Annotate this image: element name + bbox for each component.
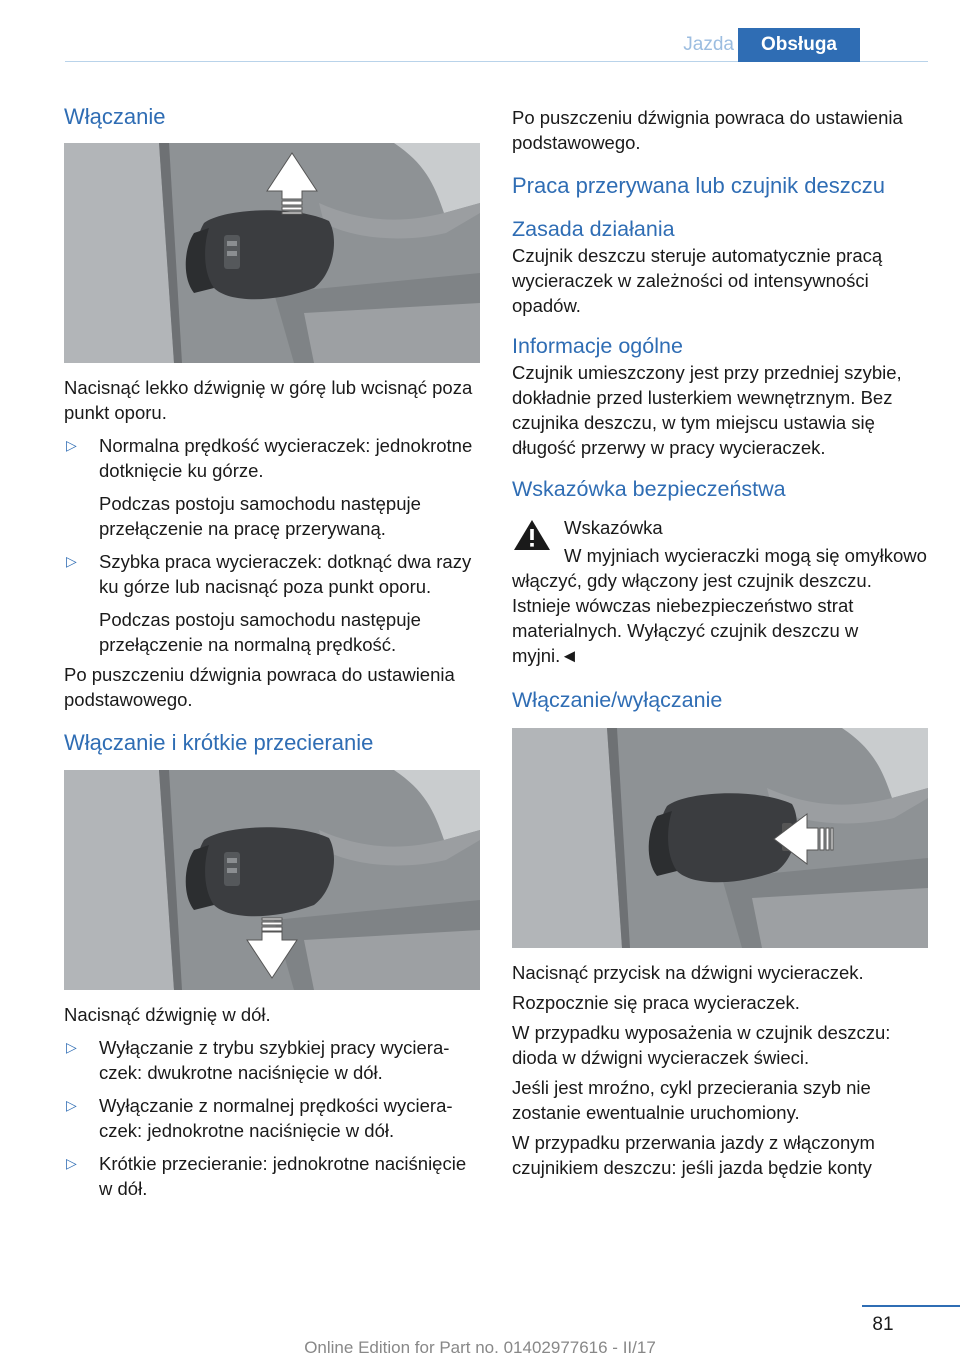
page-number-rule	[862, 1305, 960, 1307]
fig1-caption: Nacisnąć lekko dźwignię w górę lub wcisnąć poza punkt oporu.	[64, 377, 473, 423]
list-item	[64, 1093, 482, 1143]
principle-text: Czujnik deszczu steruje automatycznie pracą wycieraczek w zależności od intensywności opadów.	[512, 245, 883, 316]
list-item	[64, 1151, 482, 1201]
left-column	[64, 100, 482, 1201]
general-info-text: Czujnik umieszczony jest przy przedniej szybie, dokładnie przed lusterkiem wewnętrznym. Bez czujnika deszczu, w tym miejscu ustawia się długość przerwy w pracy wycieraczek.	[512, 362, 902, 458]
heading-safety-note: Wskazówka bezpieczeństwa	[512, 477, 786, 501]
list-item	[64, 1035, 482, 1085]
bullet-text: Krótkie przecieranie: jednokrotne naciśnięcie w dół.	[99, 1153, 467, 1199]
triangle-bullet-icon: ▷	[66, 437, 77, 453]
after-release-text: Po puszczeniu dźwignia powraca do ustawienia podstawowego.	[64, 664, 455, 710]
heading-switch-on: Włączanie	[64, 104, 166, 129]
onoff-text-5: W przypadku przerwania jazdy z włączonym czujnikiem deszczu: jeśli jazda będzie konty	[512, 1132, 875, 1178]
fig2-caption: Nacisnąć dźwignię w dół.	[64, 1004, 271, 1025]
bullet-subtext: Podczas postoju samochodu następuje przełączenie na normalną prędkość.	[99, 609, 421, 655]
triangle-bullet-icon: ▷	[66, 1039, 77, 1055]
onoff-text-4: Jeśli jest mroźno, cykl przecierania szyb nie zostanie ewentualnie uruchomiony.	[512, 1077, 871, 1123]
onoff-text-3: W przypadku wyposażenia w czujnik deszczu: dioda w dźwigni wycieraczek świeci.	[512, 1022, 891, 1068]
warning-note	[512, 515, 930, 540]
heading-on-off: Włączanie/wyłączanie	[512, 688, 723, 712]
figure-lever-button	[512, 728, 928, 948]
footer-edition: Online Edition for Part no. 01402977616 - II/17	[304, 1338, 656, 1357]
onoff-text-2: Rozpocznie się praca wycieraczek.	[512, 992, 800, 1013]
heading-general-info: Informacje ogólne	[512, 334, 683, 358]
page-number: 81	[872, 1314, 894, 1335]
figure-lever-down	[64, 770, 480, 990]
heading-switch-on-brief-wipe: Włączanie i krótkie przecieranie	[64, 730, 374, 755]
after-release-text-right: Po puszczeniu dźwignia powraca do ustawienia podstawowego.	[512, 107, 903, 153]
list-item	[64, 549, 482, 657]
list-item	[64, 433, 482, 541]
right-column	[512, 105, 930, 1180]
onoff-text-1: Nacisnąć przycisk na dźwigni wycieraczek.	[512, 962, 864, 983]
triangle-bullet-icon: ▷	[66, 553, 77, 569]
bullet-text: Wyłączanie z normalnej prędkości wycieraczek: jednokrotne naciśnięcie w dół.	[99, 1095, 453, 1141]
warning-text: W myjniach wycieraczki mogą się omyłkowo włączyć, gdy włączony jest czujnik deszczu. Istnieje wówczas niebezpieczeństwo strat materialnych. Wyłączyć czujnik deszczu w myjni.◄	[512, 545, 927, 666]
triangle-bullet-icon: ▷	[66, 1097, 77, 1113]
header-tab-operation[interactable]: Obsługa	[738, 28, 860, 62]
triangle-bullet-icon: ▷	[66, 1155, 77, 1171]
bullet-text: Szybka praca wycieraczek: dotknąć dwa razy ku górze lub nacisnąć poza punkt oporu.	[99, 551, 472, 597]
warning-triangle-icon	[512, 517, 552, 553]
heading-intermittent-rain-sensor: Praca przerywana lub czujnik deszczu	[512, 173, 885, 198]
heading-principle: Zasada działania	[512, 217, 675, 241]
figure-lever-up	[64, 143, 480, 363]
bullet-subtext: Podczas postoju samochodu następuje przełączenie na pracę przerywaną.	[99, 493, 421, 539]
bullet-text: Normalna prędkość wycieraczek: jednokrotne dotknięcie ku górze.	[99, 435, 473, 481]
warning-title: Wskazówka	[564, 517, 663, 538]
bullet-text: Wyłączanie z trybu szybkiej pracy wycieraczek: dwukrotne naciśnięcie w dół.	[99, 1037, 450, 1083]
header-tab-drive[interactable]: Jazda	[683, 34, 734, 55]
